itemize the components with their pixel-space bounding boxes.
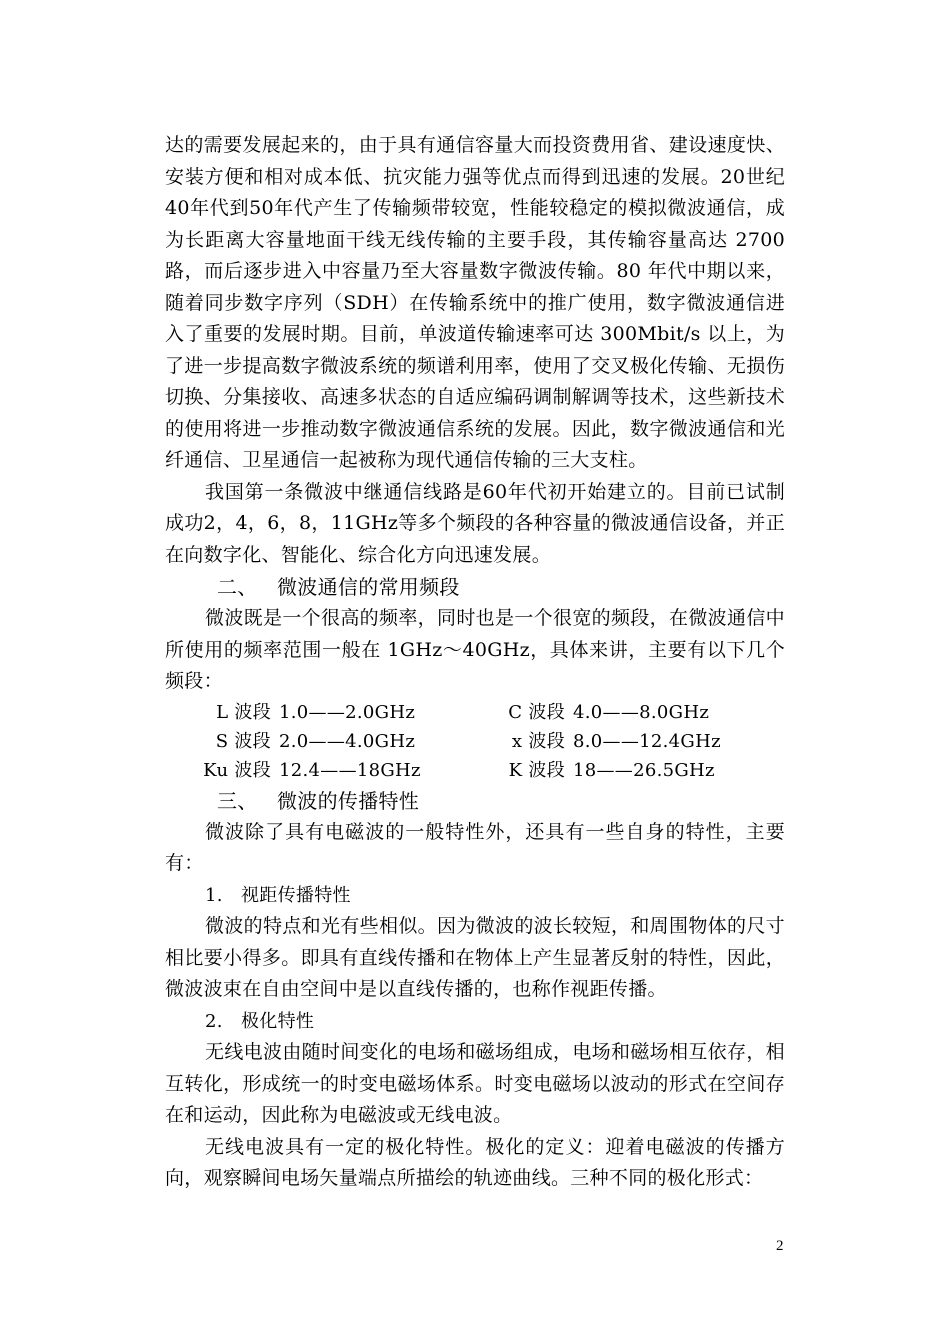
section-number: 二、 [217, 575, 258, 599]
band-name: Ku 波段 [203, 759, 271, 781]
band-range: 12.4——18GHz [279, 759, 421, 781]
subsection-title: 视距传播特性 [241, 884, 351, 906]
page-number: 2 [776, 1238, 784, 1254]
paragraph-line-of-sight: 微波的特点和光有些相似。因为微波的波长较短，和周围物体的尺寸相比要小得多。即具有直线传播和在物体上产生显著反射的特性，因此，微波波束在自由空间中是以直线传播的，也称作视距传播。 [165, 915, 785, 1000]
section-heading-propagation [165, 785, 785, 817]
paragraph-history: 达的需要发展起来的，由于具有通信容量大而投资费用省、建设速度快、安装方便和相对成本低、抗灾能力强等优点而得到迅速的发展。20世纪40年代到50年代产生了传输频带较宽，性能较稳定的模拟微波通信，成为长距离大容量地面干线无线传输的主要手段，其传输容量高达 2700 路，而后逐步进入中容量乃至大容量数字微波传输。80 年代中期以来，随着同步数字序列（SDH）在传输系统中的推广使用，数字微波通信进入了重要的发展时期。目前，单波道传输速率可达 300Mbit/s 以上，为了进一步提高数字微波系统的频谱利用率，使用了交叉极化传输、无损伤切换、分集接收、高速多状态的自适应编码调制解调等技术，这些新技术的使用将进一步推动数字微波通信系统的发展。因此，数字微波通信和光纤通信、卫星通信一起被称为现代通信传输的三大支柱。 [165, 134, 785, 471]
band-range: 8.0——12.4GHz [573, 730, 721, 752]
section-title: 微波通信的常用频段 [277, 575, 460, 599]
band-name: x 波段 [511, 730, 565, 752]
subsection-number: 2. [205, 1010, 223, 1032]
band-row [201, 727, 785, 756]
paragraph-bands-intro: 微波既是一个很高的频率，同时也是一个很宽的频段，在微波通信中所使用的频率范围一般在 1GHz～40GHz，具体来讲，主要有以下几个频段： [165, 607, 785, 692]
paragraph-electromagnetic-wave: 无线电波由随时间变化的电场和磁场组成，电场和磁场相互依存，相互转化，形成统一的时变电磁场体系。时变电磁场以波动的形式在空间存在和运动，因此称为电磁波或无线电波。 [165, 1041, 785, 1126]
section-title: 微波的传播特性 [277, 788, 420, 813]
page-content [165, 130, 785, 1195]
paragraph-propagation-intro: 微波除了具有电磁波的一般特性外，还具有一些自身的特性，主要有： [165, 820, 785, 874]
band-range: 18——26.5GHz [573, 759, 715, 781]
band-cell [201, 698, 495, 727]
band-range: 2.0——4.0GHz [279, 730, 416, 752]
band-name: L 波段 [216, 701, 271, 723]
band-range: 4.0——8.0GHz [573, 701, 710, 723]
band-name: S 波段 [215, 730, 271, 752]
section-heading-frequency-bands [165, 571, 785, 603]
band-cell [495, 727, 721, 756]
band-cell [495, 756, 715, 785]
subsection-number: 1. [205, 884, 223, 906]
band-row [201, 698, 785, 727]
frequency-band-table [165, 698, 785, 785]
subsection-heading-polarization [165, 1006, 785, 1038]
subsection-title: 极化特性 [241, 1010, 315, 1032]
paragraph-polarization-definition: 无线电波具有一定的极化特性。极化的定义：迎着电磁波的传播方向，观察瞬间电场矢量端点所描绘的轨迹曲线。三种不同的极化形式： [165, 1135, 785, 1189]
band-range: 1.0——2.0GHz [279, 701, 416, 723]
subsection-heading-line-of-sight [165, 880, 785, 912]
band-cell [201, 727, 495, 756]
band-cell [201, 756, 495, 785]
band-name: K 波段 [508, 759, 565, 781]
band-cell [495, 698, 709, 727]
band-name: C 波段 [508, 701, 565, 723]
paragraph-china-microwave: 我国第一条微波中继通信线路是60年代初开始建立的。目前已试制成功2，4，6，8，11GHz等多个频段的各种容量的微波通信设备，并正在向数字化、智能化、综合化方向迅速发展。 [165, 480, 785, 566]
band-row [201, 756, 785, 785]
section-number: 三、 [217, 788, 258, 813]
